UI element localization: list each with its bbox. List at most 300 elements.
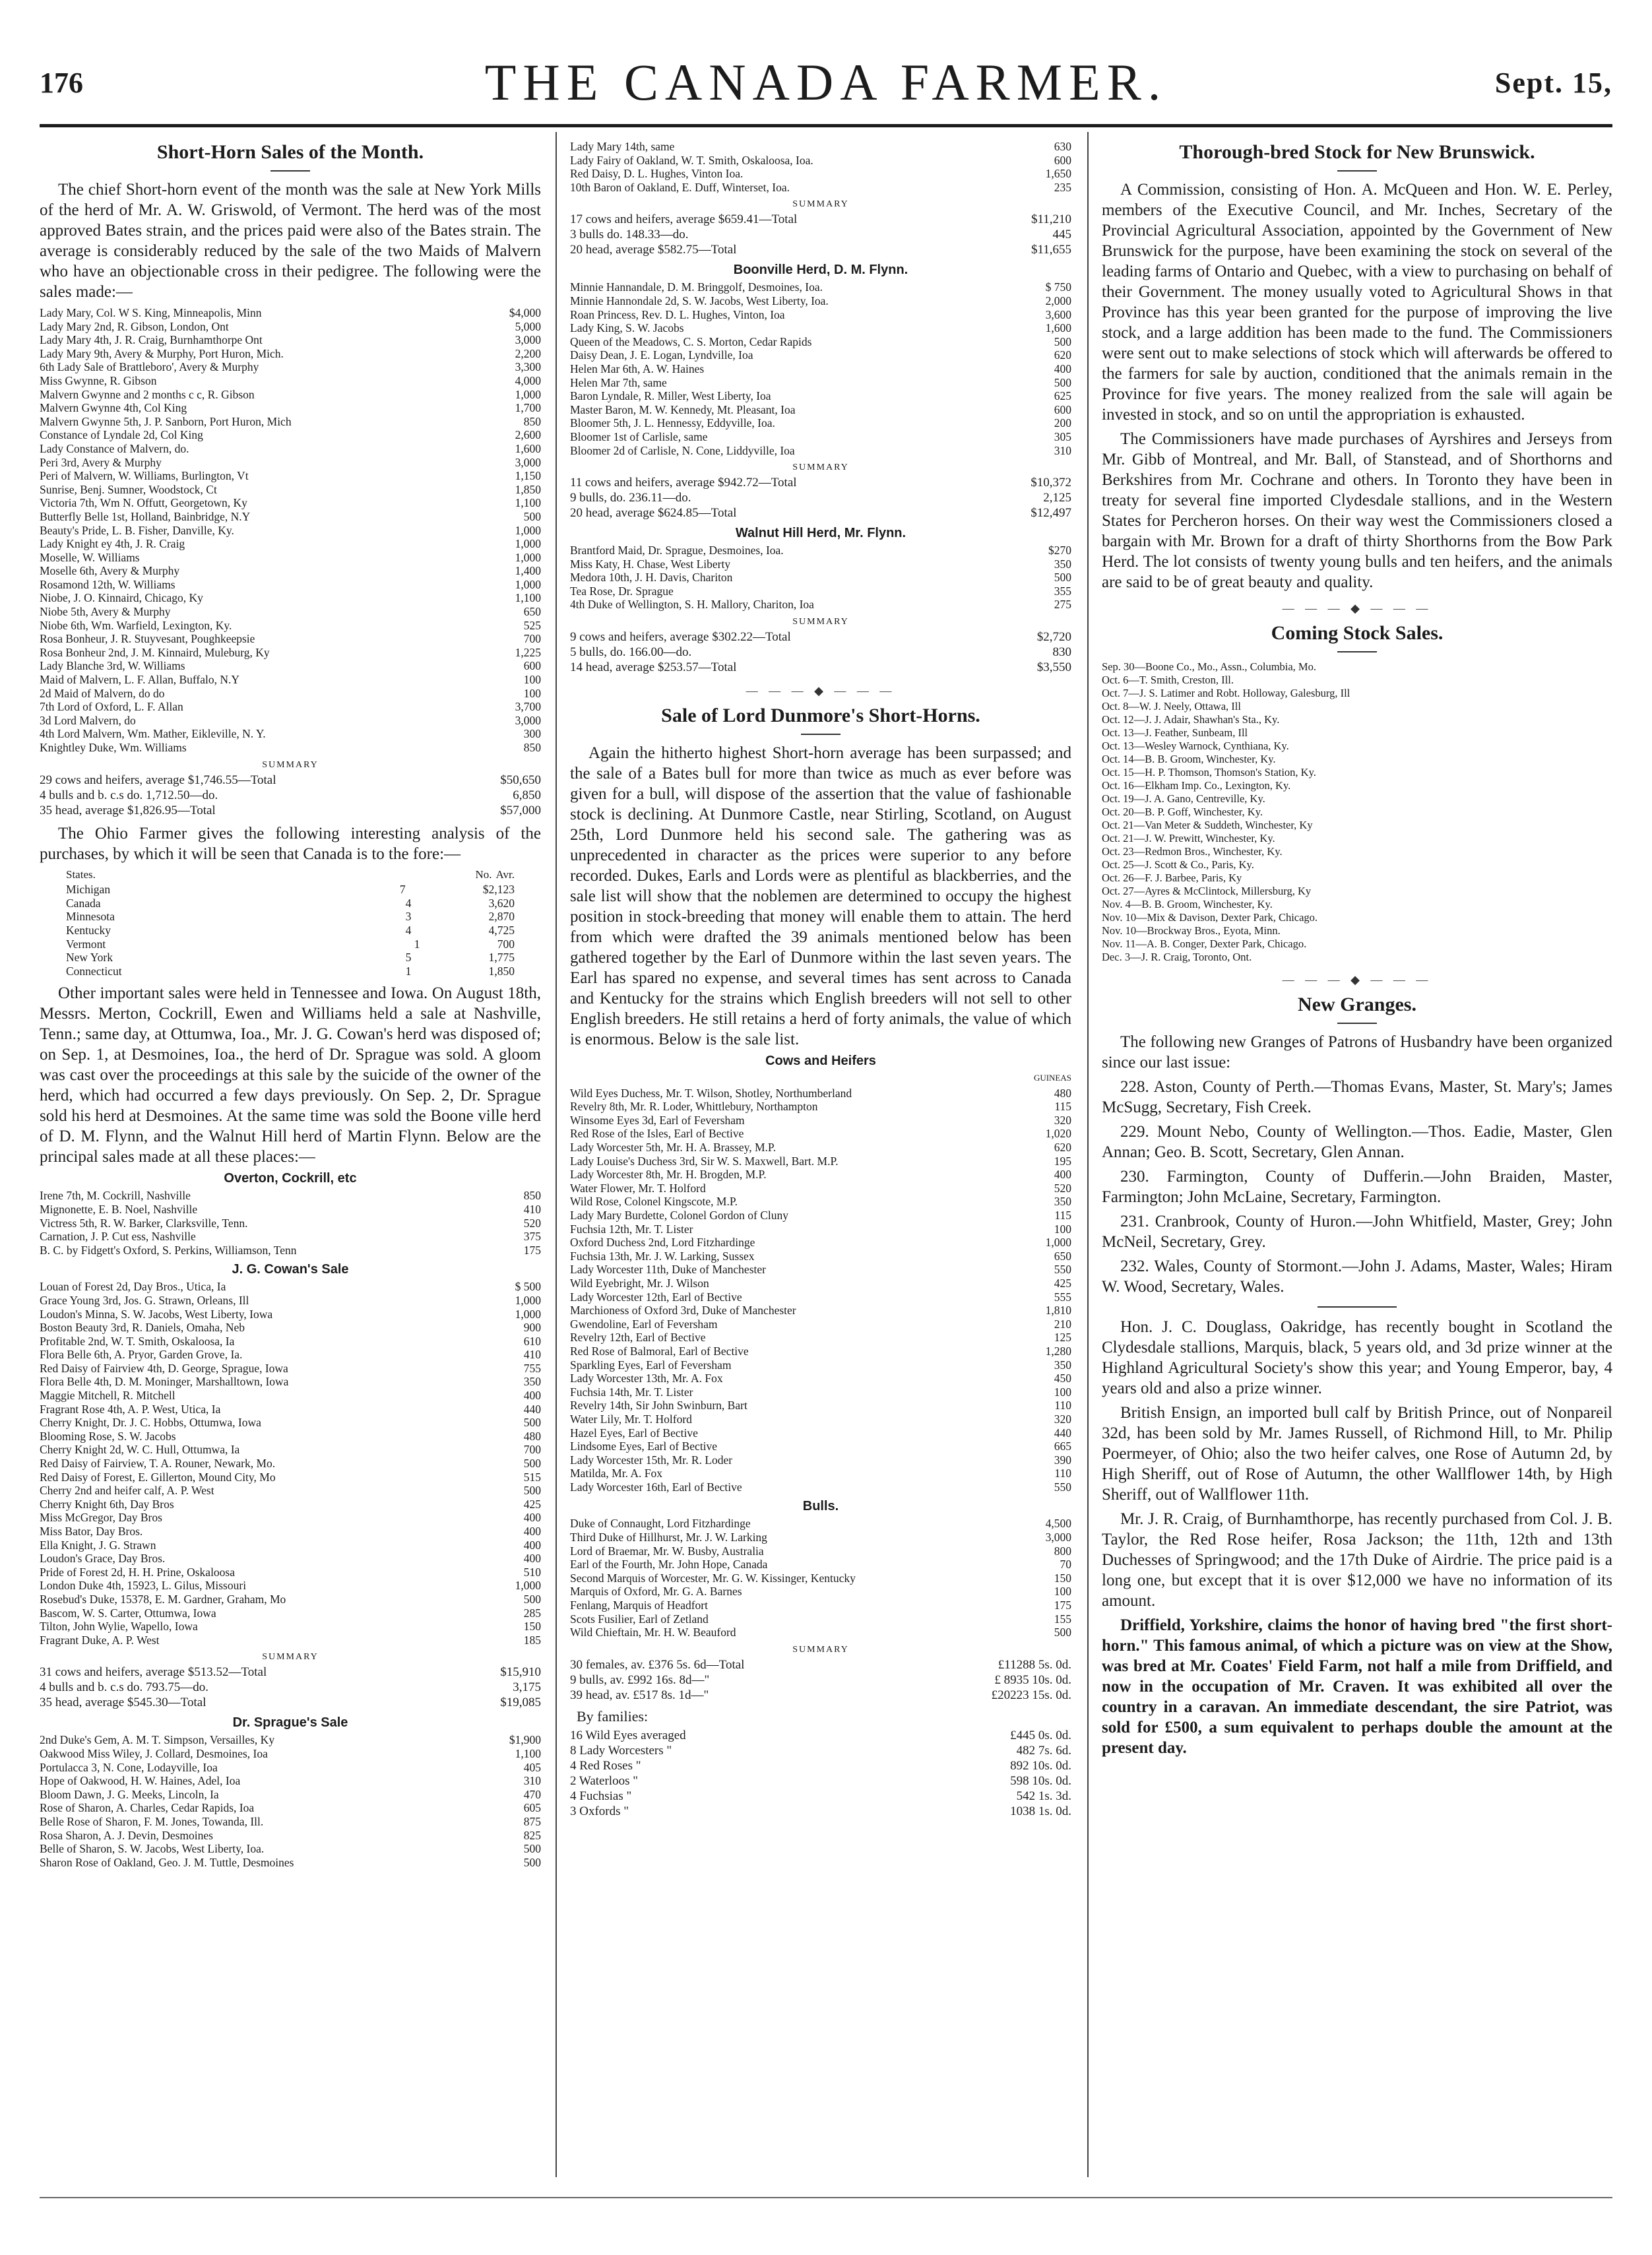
entry-value: 350 [523,1375,541,1389]
entry-name: Helen Mar 7th, same [570,375,667,389]
entry-name: Rosebud's Duke, 15378, E. M. Gardner, Graham, Mo [40,1592,286,1606]
entry-value: 500 [523,509,541,523]
entry-value: 1,280 [1045,1344,1071,1358]
list-row [570,1480,1071,1494]
list-item: Oct. 13—Wesley Warnock, Cynthiana, Ky. [1102,740,1289,752]
entry-name: Lady Blanche 3rd, W. Williams [40,659,185,673]
entry-value: 515 [523,1470,541,1484]
list-row [40,1471,541,1484]
entry-name: Cherry Knight, Dr. J. C. Hobbs, Ottumwa, Iowa [40,1416,261,1430]
entry-value: 500 [523,1855,541,1869]
list-item: Nov. 10—Brockway Bros., Eyota, Minn. [1102,924,1281,937]
section-rule [1318,1306,1397,1308]
list-row [570,660,1071,675]
entry-value: 550 [1054,1480,1071,1494]
paragraph: British Ensign, an imported bull calf by British Prince, out of Nonpareil 32d, has been sold by Mr. James Russell, of Richmond Hill, to Mr. Philip Poermeyer, of Ohio; also the two heifer calves, one Rose of Autumn 2d, by High Sheriff, out of Rose of Autumn, the other Wallflower 14th, by High Sheriff, out of Wallflower 11th. [1102,1404,1612,1504]
list-row [570,1127,1071,1141]
list-row [40,673,541,687]
entry-value: 700 [523,1443,541,1457]
list-row [570,1467,1071,1480]
list-row [570,1688,1071,1703]
issue-date: Sept. 15, [1494,67,1612,99]
grange-entry: 229. Mount Nebo, County of Wellington.—Thos. Eadie, Master, Glen Annan; Geo. B. Scott, Secretary, Glen Annan. [1102,1123,1612,1161]
entry-name: Lady Worcester 12th, Earl of Bective [570,1290,742,1304]
entry-value: 3,000 [515,333,541,347]
entry-name: Minnie Hannondale 2d, S. W. Jacobs, West Liberty, Ioa. [570,294,829,307]
entry-name: Niobe, J. O. Kinnaird, Chicago, Ky [40,591,203,605]
entry-value: 210 [1054,1317,1071,1331]
entry-value: 500 [523,1842,541,1856]
entry-value: 480 [1054,1086,1071,1100]
list-row [40,1579,541,1593]
entry-value: 1,225 [515,645,541,659]
entry-name: Bascom, W. S. Carter, Ottumwa, Iowa [40,1606,216,1620]
list-row [570,140,1071,154]
list-row [40,1348,541,1362]
list-row [570,416,1071,430]
list-row [40,564,541,578]
sale-list [40,1280,541,1647]
list-row [570,348,1071,362]
entry-name: 35 head, average $1,826.95—Total [40,803,216,817]
entry-value: 875 [523,1814,541,1828]
entry-value: 500 [523,1457,541,1471]
entry-value: 3,000 [1045,1531,1071,1544]
table-cell: 1 [405,964,412,978]
list-row [40,1593,541,1606]
paragraph: Again the hitherto highest Short-horn average has been surpassed; and the sale of a Bates bull for more than twice as much as ever before was given for a bull, will dispose of the assertion that the value of fashionable stock is declining. At Dunmore Castle, near Stirling, Scotland, on August 25th, Lord Dunmore held his second sale. The gathering was as unprecedented in character as the prices were superior to any before recorded. Dukes, Earls and Lords were as plentiful as blackberries, and the sale list will show that the noblemen are determined to occupy the highest position in stock-breeding that money will enable them to attain. The herd from which were drafted the 39 animals mentioned below has been gathered together by the Earl of Dunmore within the last seven years. The Earl has spared no expense, and several times has sent across to Canada and Kentucky for the strains which English breeders will not sell to other English breeders. He still retains a herd of forty animals, the value of which is enormous. Below is the sale list. [570,744,1071,1049]
sale-list [40,1189,541,1257]
list-row [570,1155,1071,1168]
list-row [40,788,541,803]
entry-name: Red Rose of the Isles, Earl of Bective [570,1127,744,1141]
entry-value: 620 [1054,348,1071,362]
table-row [40,924,541,937]
entry-value: 1,100 [515,591,541,605]
list-row [40,605,541,619]
summary-label: SUMMARY [792,1644,849,1655]
table-cell: $2,123 [482,883,515,897]
list-row [40,1362,541,1376]
entry-value: £ 8935 10s. 0d. [994,1672,1071,1687]
entry-value: 555 [1054,1290,1071,1304]
newspaper-title: THE CANADA FARMER. [484,53,1168,111]
entry-name: Lady Mary 2nd, R. Gibson, London, Ont [40,319,229,333]
table-cell: New York [66,951,113,965]
entry-value: 150 [1054,1571,1071,1585]
summary-label: SUMMARY [792,199,849,210]
entry-value: 800 [1054,1544,1071,1558]
entry-value: 1,000 [515,1307,541,1321]
list-row [570,1304,1071,1318]
list-row [570,1728,1071,1743]
entry-value: 100 [523,686,541,700]
entry-value: 1,000 [515,1293,541,1307]
summary-list [570,629,1071,675]
entry-value: 400 [523,1525,541,1538]
list-row [570,321,1071,335]
entry-name: Wild Chieftain, Mr. H. W. Beauford [570,1626,736,1639]
entry-value: 310 [523,1774,541,1788]
list-row [40,1430,541,1444]
list-row [40,524,541,538]
entry-name: 20 head, average $624.85—Total [570,506,737,521]
list-row [40,551,541,565]
list-row [570,1672,1071,1688]
entry-value: 2,125 [1043,491,1071,505]
entry-name: Revelry 14th, Sir John Swinburn, Bart [570,1399,747,1413]
section-divider: — — — ◆ — — — [746,684,896,698]
entry-value: 440 [523,1402,541,1416]
entry-value: $15,910 [500,1665,541,1680]
entry-name: Lady Mary Burdette, Colonel Gordon of Cluny [570,1209,788,1222]
article-heading: Sale of Lord Dunmore's Short-Horns. [661,705,980,727]
list-row [40,510,541,524]
entry-value: 125 [1054,1331,1071,1345]
entry-name: B. C. by Fidgett's Oxford, S. Perkins, Williamson, Tenn [40,1243,297,1257]
list-row [570,1531,1071,1544]
entry-value: 1,600 [1045,321,1071,335]
entry-name: 8 Lady Worcesters " [570,1743,672,1758]
list-row [40,1634,541,1647]
entry-value: 700 [523,632,541,646]
entry-name: Lady Worcester 15th, Mr. R. Loder [570,1453,733,1467]
entry-name: Red Daisy of Forest, E. Gillerton, Mound City, Mo [40,1470,276,1484]
entry-value: 525 [523,618,541,632]
list-row [40,428,541,442]
list-row [570,1182,1071,1195]
table-cell: Connecticut [66,964,122,978]
entry-value: 3,300 [515,360,541,374]
list-row [570,598,1071,612]
list-row [570,1263,1071,1277]
entry-value: 320 [1054,1113,1071,1127]
entry-name: Rose of Sharon, A. Charles, Cedar Rapids, Ioa [40,1801,255,1815]
entry-name: Matilda, Mr. A. Fox [570,1467,663,1480]
paragraph: A Commission, consisting of Hon. A. McQueen and Hon. W. E. Perley, members of the Executive Council, and Mr. Inches, Secretary of the Provincial Agricultural Association, appointed by the Government of New Brunswick for the purpose, have been examining the stock on several of the leading farms of Ontario and Quebec, with a view to purchasing on behalf of their Government. The money usually voted to Agricultural Shows in that Province has this year been granted for the purpose of improving the live stock, and a large addition has been made to the fund. The Commissioners were sent out to make selections of stock which will afterwards be offered to the farmers for sale by auction, conditioned that the animals remain in the Province for five years. The money realized from the sale will again be invested in stock, and so on until the appropriation is exhausted. [1102,181,1612,424]
entry-value: 1,850 [515,482,541,496]
entry-value: $57,000 [500,803,541,817]
entry-name: Flora Belle 4th, D. M. Moninger, Marshalltown, Iowa [40,1375,289,1389]
list-row [40,1566,541,1579]
entry-value: 600 [523,659,541,673]
column-3 [1102,139,1612,2171]
entry-name: Lord of Braemar, Mr. W. Busby, Australia [570,1544,764,1558]
entry-name: Marchioness of Oxford 3rd, Duke of Manchester [570,1304,796,1318]
entry-name: Winsome Eyes 3d, Earl of Feversham [570,1113,745,1127]
paragraph: The Ohio Farmer gives the following interesting analysis of the purchases, by which it will be seen that Canada is to the fore:— [40,824,541,863]
entry-name: Sparkling Eyes, Earl of Feversham [570,1358,732,1372]
entry-name: 35 head, average $545.30—Total [40,1696,206,1710]
entry-value: 480 [523,1429,541,1443]
entry-value: 1,000 [515,1579,541,1593]
list-item: Oct. 26—F. J. Barbee, Paris, Ky [1102,872,1242,884]
entry-value: 650 [523,605,541,619]
list-item: Oct. 13—J. Feather, Sunbeam, Ill [1102,726,1248,739]
list-row [570,571,1071,585]
entry-value: 70 [1060,1558,1071,1572]
summary-label: SUMMARY [792,462,849,473]
list-row [570,1223,1071,1236]
list-row [40,1695,541,1710]
sale-list [570,280,1071,457]
entry-name: Lady Mary 14th, same [570,140,675,153]
entry-value: 500 [523,1416,541,1430]
paragraph: Hon. J. C. Douglass, Oakridge, has recently bought in Scotland the Clydesdale stallions, Marquis, black, 5 years old, and 3d prize winner at the Highland Agricultural Society's show this year; and Young Emperor, bay, 4 years old and also a prize winner. [1102,1318,1612,1397]
entry-value: 605 [523,1801,541,1815]
entry-name: 29 cows and heifers, average $1,746.55—Total [40,773,276,787]
entry-name: 3 bulls do. 148.33—do. [570,228,689,242]
list-row [40,1761,541,1775]
entry-value: $ 500 [515,1280,541,1294]
entry-value: $50,650 [500,773,541,787]
paragraph: Other important sales were held in Tennessee and Iowa. On August 18th, Messrs. Merton, Cockrill, Ewen and Williams held a sale at Nashville, Tenn.; same day, at Ottumwa, Ioa., Mr. J. G. Cowan's herd was disposed of; on Sep. 1, at Desmoines, Ioa., the herd of Dr. Sprague was sold. A gloom was cast over the proceedings at this sale by the suicide of the owner of the herd, which had occurred a few days previously. On Sep. 2, Dr. Sprague sold his herd at Desmoines. At the same time was sold the Boone ville herd of D. M. Flynn, and the Walnut Hill herd of Martin Flynn. Below are the principal sales made at all these places:— [40,984,541,1166]
entry-name: 4 Fuchsias " [570,1789,632,1803]
summary-label: SUMMARY [262,1652,319,1663]
list-row [40,1375,541,1389]
list-row [40,1217,541,1230]
list-row [40,578,541,592]
section-divider: — — — ◆ — — — [1282,973,1432,986]
list-row [40,374,541,388]
entry-name: 4 Red Roses " [570,1758,641,1773]
list-row [570,1426,1071,1440]
entry-value: 610 [523,1334,541,1348]
entry-value: 410 [523,1348,541,1362]
entry-name: Fragrant Duke, A. P. West [40,1633,160,1647]
article-heading: New Granges. [1298,994,1416,1015]
sale-list [40,306,541,755]
entry-value: $19,085 [500,1696,541,1710]
entry-value: 500 [1054,334,1071,348]
list-row [40,1829,541,1843]
entry-name: 31 cows and heifers, average $513.52—Total [40,1665,267,1680]
list-row [570,1100,1071,1114]
list-row [40,1443,541,1457]
entry-name: 9 bulls, do. 236.11—do. [570,491,691,505]
entry-name: Tilton, John Wylie, Wapello, Iowa [40,1620,198,1634]
list-row [40,320,541,334]
list-row [40,1801,541,1815]
entry-value: 200 [1054,416,1071,430]
entry-value: 440 [1054,1426,1071,1440]
list-item: Oct. 6—T. Smith, Creston, Ill. [1102,674,1234,686]
entry-value: 1,600 [515,441,541,455]
entry-value: 830 [1052,645,1071,660]
entry-value: 500 [1054,571,1071,585]
table-cell: Kentucky [66,923,111,937]
entry-value: 2,600 [515,428,541,442]
list-row [40,1389,541,1403]
list-row [40,659,541,673]
list-row [40,1606,541,1620]
list-row [40,1856,541,1870]
entry-name: Lady Constance of Malvern, do. [40,441,189,455]
entry-value: 500 [523,1592,541,1606]
entry-name: Lady Mary, Col. W S. King, Minneapolis, Minn [40,306,262,319]
list-row [40,700,541,714]
entry-name: Red Rose of Balmoral, Earl of Bective [570,1344,749,1358]
entry-name: Brantford Maid, Dr. Sprague, Desmoines, Ioa. [570,544,784,557]
list-row [570,154,1071,168]
list-row [570,1599,1071,1612]
list-item: Oct. 20—B. P. Goff, Winchester, Ky. [1102,806,1263,818]
list-row [40,1815,541,1829]
grange-entry: 228. Aston, County of Perth.—Thomas Evans, Master, St. Mary's; James McSugg, Secretary, Fish Creek. [1102,1078,1612,1116]
entry-name: Victress 5th, R. W. Barker, Clarksville, Tenn. [40,1216,248,1230]
entry-name: Master Baron, M. W. Kennedy, Mt. Pleasant, Ioa [570,402,796,416]
entry-value: 542 1s. 3d. [1016,1789,1071,1803]
entry-name: Fuchsia 14th, Mr. T. Lister [570,1385,693,1399]
table-cell: Michigan [66,883,111,897]
entry-name: Bloomer 1st of Carlisle, same [570,429,708,443]
list-row [570,444,1071,458]
paragraph: Driffield, Yorkshire, claims the honor of having bred "the first short-horn." This famous animal, of which a picture was on view at the Show, was bred at Mr. Coates' Field Farm, not half a mile from Driffield, and now in the occupation of Mr. Craven. It was exhibited all over the country in a caravan. An immediate descendant, the sire Patriot, was sold for £500, a sum equivalent to perhaps double the amount at the present day. [1102,1616,1612,1757]
entry-value: 400 [1054,362,1071,375]
entry-value: $4,000 [509,306,541,319]
entry-name: 4th Duke of Wellington, S. H. Mallory, Chariton, Ioa [570,598,814,612]
sale-list [570,544,1071,612]
list-row [570,1585,1071,1599]
entry-name: Rosa Bonheur, J. R. Stuyvesant, Poughkeepsie [40,632,255,646]
entry-name: Rosamond 12th, W. Williams [40,577,175,591]
entry-value: 100 [1054,1222,1071,1236]
entry-value: 3,600 [1045,307,1071,321]
list-row [570,1277,1071,1290]
entry-value: 1,020 [1045,1127,1071,1141]
entry-name: 3 Oxfords " [570,1804,629,1818]
entry-name: Revelry 12th, Earl of Bective [570,1331,706,1345]
list-row [40,1244,541,1257]
list-row [40,388,541,402]
table-cell: 4 [405,896,412,910]
entry-name: Lady Worcester 5th, Mr. H. A. Brassey, M.P. [570,1141,777,1155]
entry-name: Malvern Gwynne 5th, J. P. Sanborn, Port Huron, Mich [40,414,292,428]
entry-name: 3d Lord Malvern, do [40,713,136,727]
entry-value: 3,000 [515,455,541,469]
entry-value: $11,210 [1031,212,1071,227]
summary-list [570,475,1071,521]
sale-list [570,140,1071,194]
column-divider [556,132,557,2177]
entry-name: Blooming Rose, S. W. Jacobs [40,1429,176,1443]
entry-name: Rosa Sharon, A. J. Devin, Desmoines [40,1828,213,1842]
list-row [570,1626,1071,1639]
entry-name: Lady Louise's Duchess 3rd, Sir W. S. Maxwell, Bart. M.P. [570,1154,839,1168]
entry-value: 620 [1054,1141,1071,1155]
entry-value: 600 [1054,153,1071,167]
table-cell: 3 [405,910,412,924]
heading-rule [1337,651,1377,652]
sale-heading: Bulls. [802,1499,839,1514]
list-row [40,1403,541,1416]
list-row [40,646,541,660]
list-row [570,403,1071,417]
list-row [570,1612,1071,1626]
list-row [570,1195,1071,1209]
list-row [570,308,1071,322]
list-row [570,475,1071,490]
entry-name: Belle of Sharon, S. W. Jacobs, West Liberty, Ioa. [40,1842,265,1856]
list-item: Nov. 10—Mix & Davison, Dexter Park, Chicago. [1102,911,1318,924]
entry-value: £11288 5s. 0d. [998,1657,1071,1672]
list-row [570,335,1071,349]
entry-value: 115 [1054,1100,1071,1114]
masthead-rule [40,124,1612,127]
summary-list [570,1657,1071,1703]
list-row [570,1758,1071,1773]
list-row [570,1558,1071,1572]
table-row [40,897,541,910]
entry-name: Hope of Oakwood, H. W. Haines, Adel, Ioa [40,1774,241,1788]
sale-heading: Dr. Sprague's Sale [232,1715,348,1731]
entry-name: Miss Bator, Day Bros. [40,1525,143,1538]
entry-name: Cherry Knight 2d, W. C. Hull, Ottumwa, Ia [40,1443,240,1457]
list-row [40,1416,541,1430]
table-cell: 5 [405,951,412,965]
entry-name: Fuchsia 12th, Mr. T. Lister [570,1222,693,1236]
entry-name: Wild Eyes Duchess, Mr. T. Wilson, Shotley, Northumberland [570,1086,852,1100]
list-row [40,1308,541,1321]
entry-name: Sunrise, Benj. Sumner, Woodstock, Ct [40,482,217,496]
entry-name: Gwendoline, Earl of Feversham [570,1317,718,1331]
entry-name: Lady Mary 9th, Avery & Murphy, Port Huron, Mich. [40,346,284,360]
page-bottom-rule [40,2197,1612,2198]
entry-name: Roan Princess, Rev. D. L. Hughes, Vinton, Ioa [570,307,785,321]
list-row [40,1552,541,1566]
list-item: Oct. 15—H. P. Thomson, Thomson's Station, Ky. [1102,766,1316,778]
entry-name: Fuchsia 13th, Mr. J. W. Larking, Sussex [570,1249,755,1263]
entry-name: Pride of Forest 2d, H. H. Prine, Oskaloosa [40,1565,236,1579]
entry-name: Lady Mary 4th, J. R. Craig, Burnhamthorpe Ont [40,333,263,347]
list-item: Oct. 7—J. S. Latimer and Robt. Holloway, Galesburg, Ill [1102,687,1350,699]
entry-value: $10,372 [1031,476,1071,490]
list-row [40,1788,541,1802]
list-row [570,1572,1071,1585]
list-row [40,632,541,646]
entry-name: Bloomer 2d of Carlisle, N. Cone, Liddyville, Ioa [570,443,795,457]
entry-value: 195 [1054,1154,1071,1168]
entry-value: 450 [1054,1372,1071,1385]
entry-name: Lady Fairy of Oakland, W. T. Smith, Oskaloosa, Ioa. [570,153,813,167]
entry-name: Boston Beauty 3rd, R. Daniels, Omaha, Neb [40,1321,245,1335]
entry-name: Baron Lyndale, R. Miller, West Liberty, Ioa [570,389,771,403]
page-number: 176 [40,67,83,99]
coming-sales-list [1102,660,1612,964]
list-row [570,585,1071,598]
table-row [40,910,541,924]
sale-heading: Cows and Heifers [765,1054,876,1069]
list-row [40,1294,541,1308]
entry-value: 400 [1054,1168,1071,1182]
list-row [40,496,541,510]
entry-value: 500 [523,1484,541,1498]
entry-value: 755 [523,1361,541,1375]
entry-value: 445 [1052,228,1071,242]
entry-value: 350 [1054,557,1071,571]
entry-value: 155 [1054,1612,1071,1626]
entry-name: Marquis of Oxford, Mr. G. A. Barnes [570,1585,742,1599]
table-cell: 7 [399,883,406,897]
entry-value: 115 [1054,1209,1071,1222]
entry-value: 275 [1054,598,1071,612]
table-cell: 700 [497,937,515,951]
entry-name: Water Lily, Mr. T. Holford [570,1412,692,1426]
entry-name: Bloom Dawn, J. G. Meeks, Lincoln, Ia [40,1787,219,1801]
list-row [40,1620,541,1634]
entry-name: 10th Baron of Oakland, E. Duff, Winterset, Ioa. [570,180,790,194]
entry-value: 625 [1054,389,1071,403]
